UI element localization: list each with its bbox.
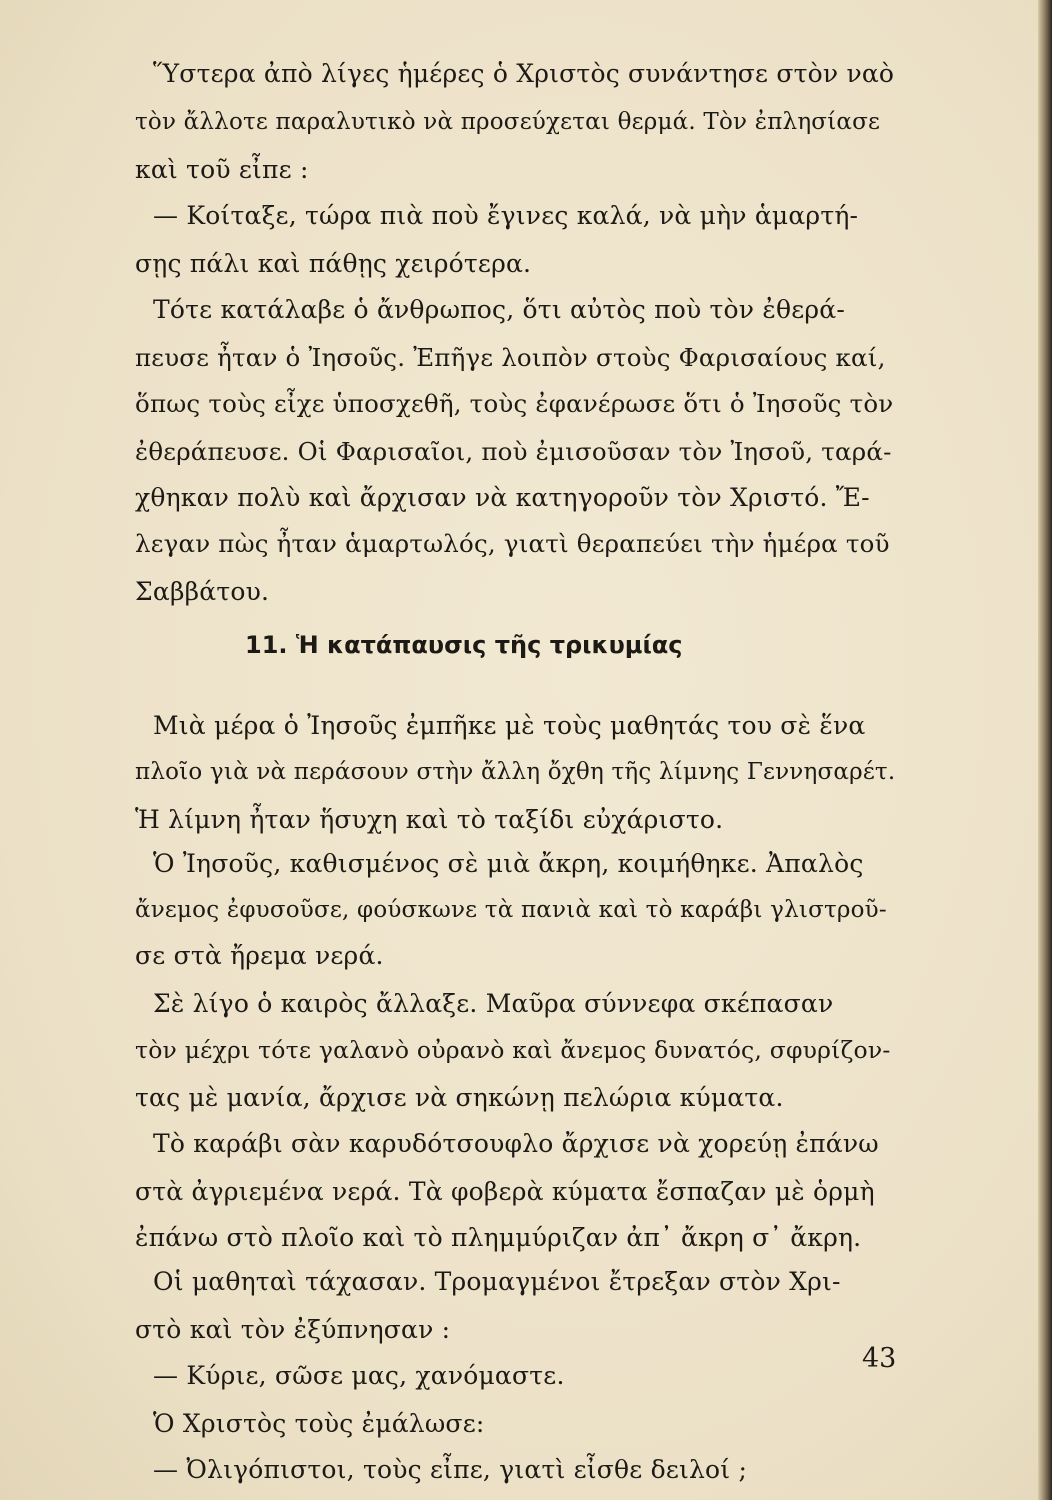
text-line: Μιὰ μέρα ὁ Ἰησοῦς ἐμπῆκε μὲ τοὺς μαθητάς του σὲ ἕνα: [153, 711, 866, 740]
text-line: Τότε κατάλαβε ὁ ἄνθρωπος, ὅτι αὐτὸς ποὺ τὸν ἐθερά-: [153, 295, 845, 324]
text-line: τας μὲ μανία, ἄρχισε νὰ σηκώνῃ πελώρια κύματα.: [135, 1083, 784, 1112]
text-line: Σαββάτου.: [135, 577, 270, 606]
text-line: χθηκαν πολὺ καὶ ἄρχισαν νὰ κατηγοροῦν τὸν Χριστό. Ἔ-: [135, 483, 870, 512]
dialogue-line: — Κοίταξε, τώρα πιὰ ποὺ ἔγινες καλά, νὰ μὴν ἁμαρτή-: [153, 201, 859, 230]
text-line: τὸν ἄλλοτε παραλυτικὸ νὰ προσεύχεται θερμά. Τὸν ἐπλησίασε: [135, 109, 881, 135]
dialogue-line: — Ὀλιγόπιστοι, τοὺς εἶπε, γιατὶ εἶσθε δειλοί ;: [153, 1455, 748, 1484]
text-line: πευσε ἦταν ὁ Ἰησοῦς. Ἐπῆγε λοιπὸν στοὺς Φαρισαίους καί,: [135, 343, 886, 372]
text-line: στὰ ἀγριεμένα νερά. Τὰ φοβερὰ κύματα ἔσπαζαν μὲ ὁρμὴ: [135, 1177, 875, 1206]
text-line: ἐπάνω στὸ πλοῖο καὶ τὸ πλημμύριζαν ἀπ᾿ ἄκρη σ᾿ ἄκρη.: [135, 1223, 862, 1252]
text-line: στὸ καὶ τὸν ἐξύπνησαν :: [135, 1315, 451, 1344]
text-line: ἐθεράπευσε. Οἱ Φαρισαῖοι, ποὺ ἐμισοῦσαν τὸν Ἰησοῦ, ταρά-: [135, 437, 892, 466]
text-line: ὅπως τοὺς εἶχε ὑποσχεθῆ, τοὺς ἐφανέρωσε ὅτι ὁ Ἰησοῦς τὸν: [135, 389, 894, 418]
text-line: λεγαν πὼς ἦταν ἁμαρτωλός, γιατὶ θεραπεύει τὴν ἡμέρα τοῦ: [135, 529, 890, 558]
text-line: Οἱ μαθηταὶ τάχασαν. Τρομαγμένοι ἔτρεξαν στὸν Χρι-: [153, 1267, 841, 1296]
page-number: 43: [862, 1343, 897, 1374]
text-line: Ὁ Ἰησοῦς, καθισμένος σὲ μιὰ ἄκρη, κοιμήθηκε. Ἀπαλὸς: [153, 849, 864, 878]
text-line: Σὲ λίγο ὁ καιρὸς ἄλλαξε. Μαῦρα σύννεφα σκέπασαν: [153, 989, 834, 1018]
text-line: σε στὰ ἤρεμα νερά.: [135, 941, 384, 970]
text-line: ἄνεμος ἐφυσοῦσε, φούσκωνε τὰ πανιὰ καὶ τὸ καράβι γλιστροῦ-: [135, 897, 887, 923]
text-line: Ἡ λίμνη ἦταν ἥσυχη καὶ τὸ ταξίδι εὐχάριστο.: [135, 805, 724, 834]
text-line: Ὁ Χριστὸς τοὺς ἐμάλωσε:: [153, 1409, 485, 1438]
dialogue-line: σῃς πάλι καὶ πάθῃς χειρότερα.: [135, 249, 532, 278]
section-heading: 11. Ἡ κατάπαυσις τῆς τρικυμίας: [245, 631, 683, 659]
text-line: πλοῖο γιὰ νὰ περάσουν στὴν ἄλλη ὄχθη τῆς λίμνης Γεννησαρέτ.: [135, 759, 896, 785]
text-line: καὶ τοῦ εἶπε :: [135, 155, 309, 184]
dialogue-line: — Κύριε, σῶσε μας, χανόμαστε.: [153, 1361, 565, 1390]
page-edge-shadow: [1038, 0, 1052, 1500]
text-line: τὸν μέχρι τότε γαλανὸ οὐρανὸ καὶ ἄνεμος δυνατός, σφυρίζον-: [135, 1036, 891, 1064]
text-line: Ὕστερα ἀπὸ λίγες ἡμέρες ὁ Χριστὸς συνάντησε στὸν ναὸ: [153, 59, 895, 88]
text-line: Τὸ καράβι σὰν καρυδότσουφλο ἄρχισε νὰ χορεύῃ ἐπάνω: [153, 1129, 879, 1158]
